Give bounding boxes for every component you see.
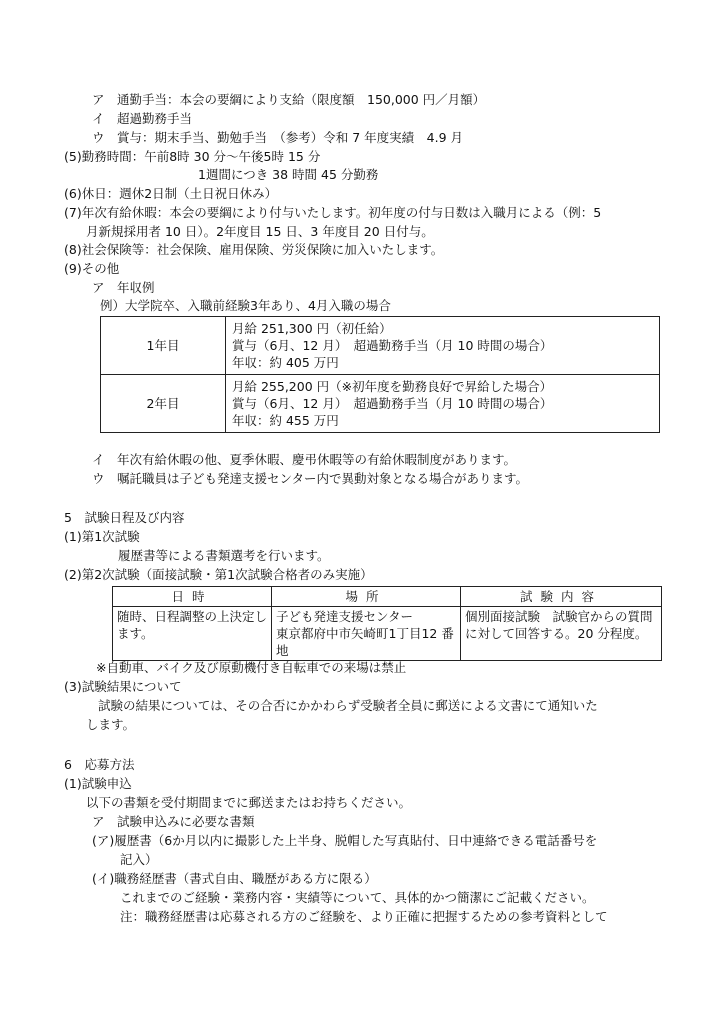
resume-line-1: (ア)履歴書（6か月以内に撮影した上半身、脱帽した写真貼付、日中連絡できる電話番号を bbox=[92, 833, 598, 848]
bonus: ウ 賞与：期末手当、勤勉手当 （参考）令和 7 年度実績 4.9 月 bbox=[92, 130, 464, 145]
annual-income: 年収：約 455 万円 bbox=[232, 413, 339, 428]
second-exam-heading: (2)第2次試験（面接試験・第1次試験合格者のみ実施） bbox=[64, 567, 373, 582]
weekly-hours: 1週間につき 38 時間 45 分勤務 bbox=[198, 167, 379, 182]
header-datetime: 日時 bbox=[113, 587, 272, 607]
social-insurance: (8)社会保険等：社会保険、雇用保険、労災保険に加入いたします。 bbox=[64, 242, 444, 257]
application-desc: 以下の書類を受付期間までに郵送またはお持ちください。 bbox=[86, 795, 412, 810]
car-prohibited-note: ※自動車、バイク及び原動機付き自転車での来場は禁止 bbox=[96, 660, 407, 675]
annual-leave-line-1: (7)年次有給休暇：本会の要綱により付与いたします。初年度の付与日数は入職月による（例：5 bbox=[64, 205, 602, 220]
exam-result-desc-2: します。 bbox=[86, 717, 136, 732]
table-row bbox=[101, 317, 660, 375]
exam-table bbox=[112, 586, 662, 661]
annual-income: 年収：約 405 万円 bbox=[232, 355, 339, 370]
annual-income-heading: ア 年収例 bbox=[92, 280, 155, 295]
table-row bbox=[101, 375, 660, 433]
application-section-title: 6 応募方法 bbox=[64, 757, 135, 772]
working-hours: (5)勤務時間：午前8時 30 分～午後5時 15 分 bbox=[64, 149, 321, 164]
exam-result-desc-1: 試験の結果については、その合否にかかわらず受験者全員に郵送による文書にて通知いた bbox=[98, 698, 598, 713]
first-exam-heading: (1)第1次試験 bbox=[64, 529, 140, 544]
monthly-salary: 月給 251,300 円（初任給） bbox=[232, 321, 392, 336]
holidays: (6)休日：週休2日制（土日祝日休み） bbox=[64, 186, 278, 201]
table-row bbox=[113, 607, 662, 661]
resume-line-2: 記入） bbox=[120, 852, 158, 867]
other-heading: (9)その他 bbox=[64, 261, 120, 276]
exam-section-title: 5 試験日程及び内容 bbox=[64, 510, 185, 525]
required-docs-heading: ア 試験申込みに必要な書類 bbox=[92, 814, 255, 829]
transfer-note: ウ 嘱託職員は子ども発達支援センター内で異動対象となる場合があります。 bbox=[92, 471, 529, 486]
exam-content: 個別面接試験 試験官からの質問に対して回答する。20 分程度。 bbox=[461, 607, 662, 661]
annual-leave-line-2: 月新規採用者 10 日）。2年度目 15 日、3 年度目 20 日付与。 bbox=[86, 224, 434, 239]
application-heading: (1)試験申込 bbox=[64, 776, 132, 791]
table-header-row bbox=[113, 587, 662, 607]
career-line-3: 注：職務経歴書は応募される方のご経験を、より正確に把握するための参考資料として bbox=[120, 909, 608, 924]
exam-result-heading: (3)試験結果について bbox=[64, 679, 182, 694]
exam-place-name: 子ども発達支援センター bbox=[276, 609, 414, 624]
bonus-overtime: 賞与（6月、12 月） 超過勤務手当（月 10 時間の場合） bbox=[232, 338, 553, 353]
overtime-allowance: イ 超過勤務手当 bbox=[92, 111, 193, 126]
income-example: 例）大学院卒、入職前経験3年あり、4月入職の場合 bbox=[100, 298, 391, 313]
bonus-overtime: 賞与（6月、12 月） 超過勤務手当（月 10 時間の場合） bbox=[232, 396, 553, 411]
paid-leave-note: イ 年次有給休暇の他、夏季休暇、慶弔休暇等の有給休暇制度があります。 bbox=[92, 452, 517, 467]
exam-place bbox=[272, 607, 461, 661]
commute-allowance: ア 通勤手当：本会の要綱により支給（限度額 150,000 円／月額） bbox=[92, 92, 486, 107]
year-cell: 1年目 bbox=[101, 317, 226, 375]
header-place: 場所 bbox=[272, 587, 461, 607]
exam-datetime: 随時、日程調整の上決定します。 bbox=[113, 607, 272, 661]
salary-detail-cell bbox=[226, 375, 660, 433]
exam-place-address: 東京都府中市矢崎町1丁目12 番地 bbox=[276, 626, 454, 658]
career-line-1: (イ)職務経歴書（書式自由、職歴がある方に限る） bbox=[92, 871, 377, 886]
first-exam-desc: 履歴書等による書類選考を行います。 bbox=[118, 548, 330, 563]
monthly-salary: 月給 255,200 円（※初年度を勤務良好で昇給した場合） bbox=[232, 379, 553, 394]
year-cell: 2年目 bbox=[101, 375, 226, 433]
header-content: 試験内容 bbox=[461, 587, 662, 607]
salary-detail-cell bbox=[226, 317, 660, 375]
salary-table bbox=[100, 316, 660, 433]
career-line-2: これまでのご経験・業務内容・実績等について、具体的かつ簡潔にご記載ください。 bbox=[120, 890, 595, 905]
